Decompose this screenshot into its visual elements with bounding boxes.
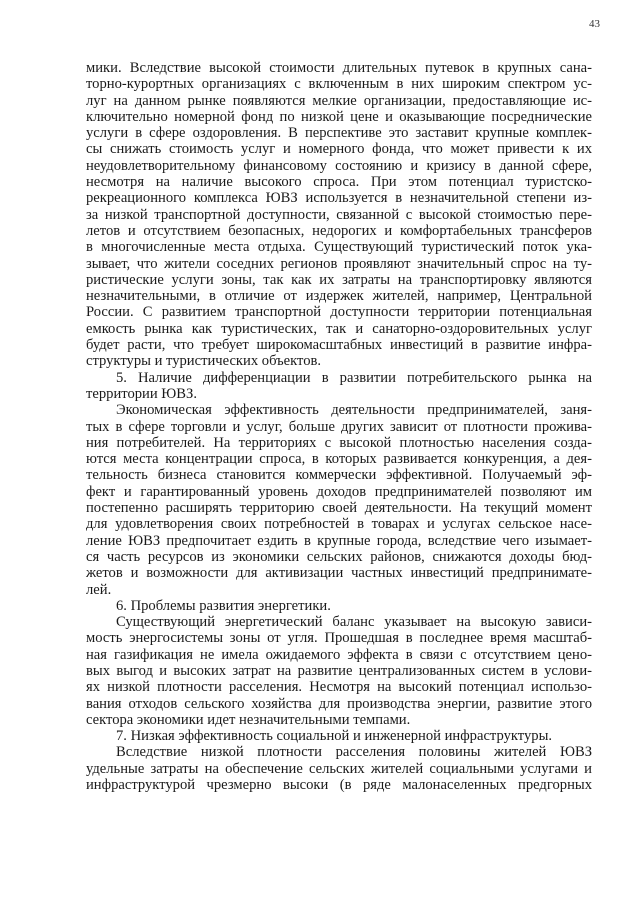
text-line: жетов и возможности для активизации частных инвестиций предпринимате- — [86, 565, 592, 582]
page-number: 43 — [589, 18, 600, 30]
text-line: мость энергосистемы зоны от угля. Прошедшая в последнее время масштаб- — [86, 630, 592, 647]
text-line: ристические услуги зоны, так как их затраты на транспортировку являются — [86, 271, 592, 288]
text-line: незначительными, в отличие от издержек жителей, например, Центральной — [86, 288, 592, 305]
text-line: неудовлетворительному финансовому состоянию и кризису в данной сфере, — [86, 157, 592, 174]
text-line: торно-курортных организациях с включенным в них широким спектром ус- — [86, 76, 592, 93]
text-line: мики. Вследствие высокой стоимости длительных путевок в крупных сана- — [86, 60, 592, 76]
body-text — [86, 60, 592, 793]
text-line: 6. Проблемы развития энергетики. — [116, 597, 331, 614]
text-line: летов и отсутствием безопасных, недорогих и комфортабельных трансферов — [86, 222, 592, 239]
text-line: тых в сфере торговли и услуг, больше других зависит от плотности прожива- — [86, 418, 592, 435]
text-line: ях низкой плотности расселения. Несмотря на высокий потенциал использо- — [86, 679, 592, 696]
text-line: Существующий энергетический баланс указывает на высокую зависи- — [116, 614, 592, 631]
text-line: вания отходов сельского хозяйства для производства энергии, развитие этого — [86, 695, 592, 712]
text-line: зывает, что жители соседних регионов проявляют значительный спрос на ту- — [86, 255, 592, 272]
text-line: ная газификация не имела ожидаемого эффекта в связи с отсутствием цено- — [86, 646, 592, 663]
text-line: постепенно расширять территорию своей деятельности. На текущий момент — [86, 500, 592, 517]
text-line: ление ЮВЗ предпочитает ездить в крупные города, вследствие чего изымает- — [86, 532, 592, 549]
text-line: ключительно номерной фонд по низкой цене и оказывающие посреднические — [86, 108, 592, 125]
text-line: лей. — [86, 581, 112, 598]
text-line: 7. Низкая эффективность социальной и инженерной инфраструктуры. — [116, 728, 553, 745]
text-line: ния потребителей. На территориях с высокой плотностью населения созда- — [86, 434, 592, 451]
text-line: тельность бизнеса становится коммерчески эффективной. Получаемый эф- — [86, 467, 592, 484]
text-line: луг на данном рынке появляются мелкие организации, предоставляющие ис- — [86, 92, 592, 109]
text-line: за низкой транспортной доступности, связанной с высокой стоимостью пере- — [86, 206, 592, 223]
text-line: емкость рынка как туристических, так и санаторно-оздоровительных услуг — [86, 320, 592, 337]
text-line: для удовлетворения своих потребностей в товарах и услугах сельское насе- — [86, 516, 592, 533]
text-line: рекреационного комплекса ЮВЗ используется в незначительной степени из- — [86, 190, 592, 207]
text-line: в многочисленные места отдыха. Существующий туристический поток ука- — [86, 239, 592, 256]
text-line: будет расти, что требует широкомасштабных инвестиций в развитие инфра- — [86, 337, 592, 354]
text-line: 5. Наличие дифференциации в развитии потребительского рынка на — [116, 369, 592, 386]
text-line: сектора экономики идет незначительными темпами. — [86, 711, 411, 728]
text-line: несмотря на наличие высокого спроса. При этом потенциал туристско- — [86, 174, 592, 191]
text-line: услуги в сфере оздоровления. В перспективе это заставит крупные комплек- — [86, 125, 592, 142]
text-line: России. С развитием транспортной доступности территории потенциальная — [86, 304, 592, 321]
text-line: ются места концентрации спроса, в которых развивается конкуренция, а дея- — [86, 451, 592, 468]
text-line: удельные затраты на обеспечение сельских жителей социальными услугами и — [86, 760, 592, 777]
text-line: территории ЮВЗ. — [86, 385, 197, 402]
text-line: Вследствие низкой плотности расселения половины жителей ЮВЗ — [116, 744, 592, 761]
text-line: инфраструктурой чрезмерно высоки (в ряде малонаселенных предгорных — [86, 777, 592, 794]
text-line: структуры и туристических объектов. — [86, 353, 322, 370]
text-line: фект и гарантированный уровень доходов предпринимателей позволяют им — [86, 483, 592, 500]
text-line: сы снижать стоимость услуг и номерного фонда, что может привести к их — [86, 141, 592, 158]
text-line: вых выгод и высоких затрат на развитие централизованных систем в услови- — [86, 662, 592, 679]
text-line: ся часть ресурсов из экономики сельских районов, снижаются доходы бюд- — [86, 548, 592, 565]
text-line: Экономическая эффективность деятельности предпринимателей, заня- — [116, 402, 592, 419]
